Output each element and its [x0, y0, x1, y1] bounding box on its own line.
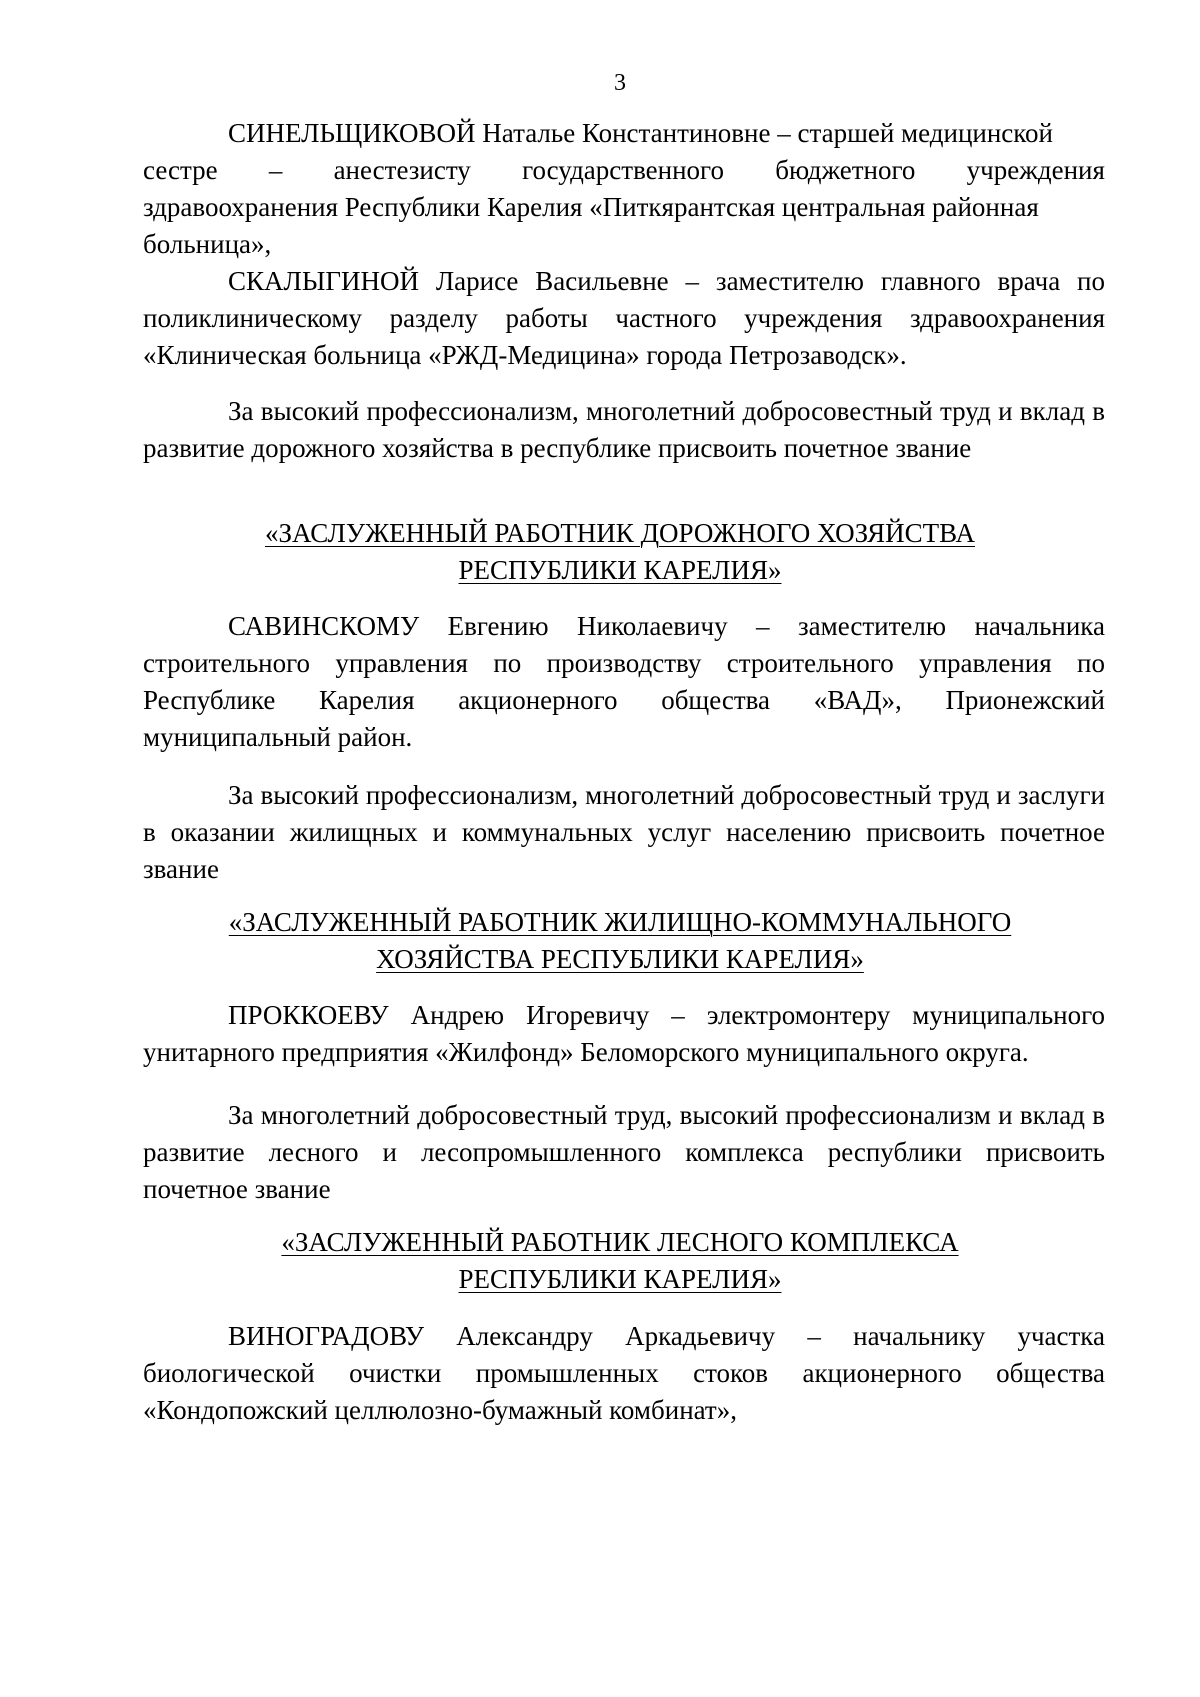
word: анестезисту	[333, 155, 471, 185]
section-housing-title-line-2	[0, 941, 1200, 978]
awardee-sinelshchikova-line-2	[143, 152, 1105, 189]
word: –	[268, 155, 283, 185]
title-text: «ЗАСЛУЖЕННЫЙ РАБОТНИК ЖИЛИЩНО-КОММУНАЛЬНОГО	[228, 907, 1012, 937]
awardee-sinelshchikova-line-1: СИНЕЛЬЩИКОВОЙ Наталье Константиновне – старшей медицинской	[228, 118, 1053, 148]
awardee-prokkoev: ПРОККОЕВУ Андрею Игоревичу – электромонтеру муниципального унитарного предприятия «Жилфонд» Беломорского муниципального округа.	[143, 1000, 1105, 1067]
word: сестре	[143, 155, 218, 185]
word: бюджетного	[775, 155, 916, 185]
section-housing-title-line-1	[0, 904, 1200, 941]
awardee-sinelshchikova-line-4: больница»,	[143, 229, 272, 259]
title-text: РЕСПУБЛИКИ КАРЕЛИЯ»	[458, 555, 782, 585]
section-road-intro: За высокий профессионализм, многолетний добросовестный труд и вклад в развитие дорожного хозяйства в республике присвоить почетное звание	[143, 396, 1105, 463]
section-road-title-line-2	[0, 552, 1200, 589]
title-text: РЕСПУБЛИКИ КАРЕЛИЯ»	[458, 1264, 782, 1294]
page-number: 3	[614, 70, 626, 96]
section-forestry-title-line-1	[0, 1224, 1200, 1261]
title-text: ХОЗЯЙСТВА РЕСПУБЛИКИ КАРЕЛИЯ»	[376, 944, 864, 974]
awardee-vinogradov: ВИНОГРАДОВУ Александру Аркадьевичу – начальнику участка биологической очистки промышленных стоков акционерного общества «Кондопожский целлюлозно-бумажный комбинат»,	[143, 1321, 1105, 1425]
title-text: «ЗАСЛУЖЕННЫЙ РАБОТНИК ДОРОЖНОГО ХОЗЯЙСТВА	[265, 518, 975, 548]
awardee-sinelshchikova-line-3: здравоохранения Республики Карелия «Питкярантская центральная районная	[143, 192, 1039, 222]
section-road-title-line-1	[0, 515, 1200, 552]
section-forestry-title-line-2	[0, 1261, 1200, 1298]
word: государственного	[522, 155, 724, 185]
section-housing-intro: За высокий профессионализм, многолетний добросовестный труд и заслуги в оказании жилищных и коммунальных услуг населению присвоить почетное звание	[143, 780, 1105, 884]
awardee-skalygina: СКАЛЫГИНОЙ Ларисе Васильевне – заместителю главного врача по поликлиническому разделу работы частного учреждения здравоохранения «Клиническая больница «РЖД-Медицина» города Петрозаводск».	[143, 266, 1105, 370]
awardee-savinsky: САВИНСКОМУ Евгению Николаевичу – заместителю начальника строительного управления по производству строительного управления по Республике Карелия акционерного общества «ВАД», Прионежский муниципальный район.	[143, 611, 1105, 752]
section-forestry-intro: За многолетний добросовестный труд, высокий профессионализм и вклад в развитие лесного и лесопромышленного комплекса республики присвоить почетное звание	[143, 1100, 1105, 1204]
title-text: «ЗАСЛУЖЕННЫЙ РАБОТНИК ЛЕСНОГО КОМПЛЕКСА	[281, 1227, 959, 1257]
word: учреждения	[966, 155, 1105, 185]
